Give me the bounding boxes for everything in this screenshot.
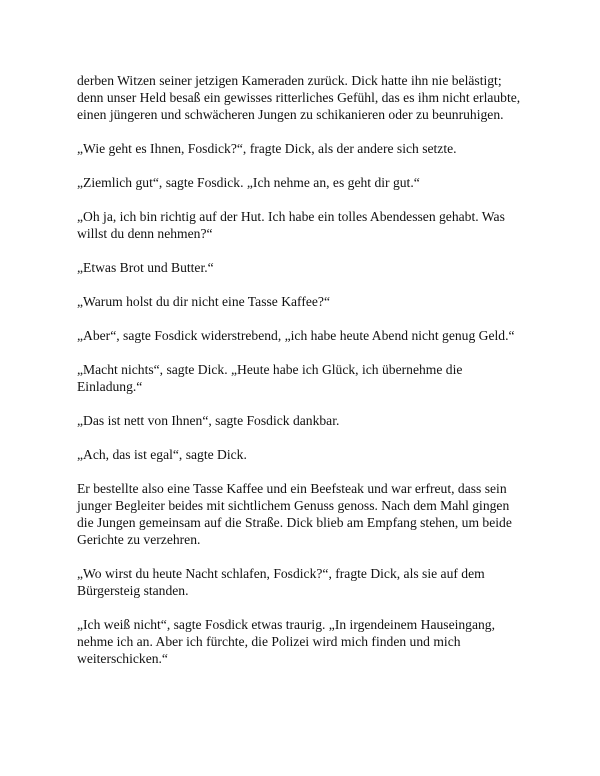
- paragraph-11: Er bestellte also eine Tasse Kaffee und ein Beefsteak und war erfreut, dass sein junger Begleiter beides mit sichtlichem Genuss genoss. Nach dem Mahl gingen die Jungen gemeinsam auf die Straße. Dick blieb am Empfang stehen, um beide Gerichte zu verzehren.: [77, 481, 512, 547]
- paragraph-6: „Warum holst du dir nicht eine Tasse Kaffee?“: [77, 294, 330, 309]
- paragraph-7: „Aber“, sagte Fosdick widerstrebend, „ich habe heute Abend nicht genug Geld.“: [77, 328, 515, 343]
- paragraph-3: „Ziemlich gut“, sagte Fosdick. „Ich nehme an, es geht dir gut.“: [77, 175, 420, 190]
- paragraph-13: „Ich weiß nicht“, sagte Fosdick etwas traurig. „In irgendeinem Hauseingang, nehme ich an. Aber ich fürchte, die Polizei wird mich finden und mich weiterschicken.“: [77, 617, 496, 666]
- paragraph-5: „Etwas Brot und Butter.“: [77, 260, 214, 275]
- paragraph-1: derben Witzen seiner jetzigen Kameraden zurück. Dick hatte ihn nie belästigt; denn unser Held besaß ein gewisses ritterliches Gefühl, das es ihm nicht erlaubte, einen jüngeren und schwächeren Jungen zu schikanieren oder zu beunruhigen.: [77, 73, 521, 122]
- paragraph-4: „Oh ja, ich bin richtig auf der Hut. Ich habe ein tolles Abendessen gehabt. Was willst du denn nehmen?“: [77, 209, 505, 241]
- paragraph-9: „Das ist nett von Ihnen“, sagte Fosdick dankbar.: [77, 413, 340, 428]
- paragraph-8: „Macht nichts“, sagte Dick. „Heute habe ich Glück, ich übernehme die Einladung.“: [77, 362, 463, 394]
- document-page: [77, 72, 527, 684]
- paragraph-10: „Ach, das ist egal“, sagte Dick.: [77, 447, 247, 462]
- paragraph-12: „Wo wirst du heute Nacht schlafen, Fosdick?“, fragte Dick, als sie auf dem Bürgersteig standen.: [77, 566, 485, 598]
- paragraph-2: „Wie geht es Ihnen, Fosdick?“, fragte Dick, als der andere sich setzte.: [77, 141, 457, 156]
